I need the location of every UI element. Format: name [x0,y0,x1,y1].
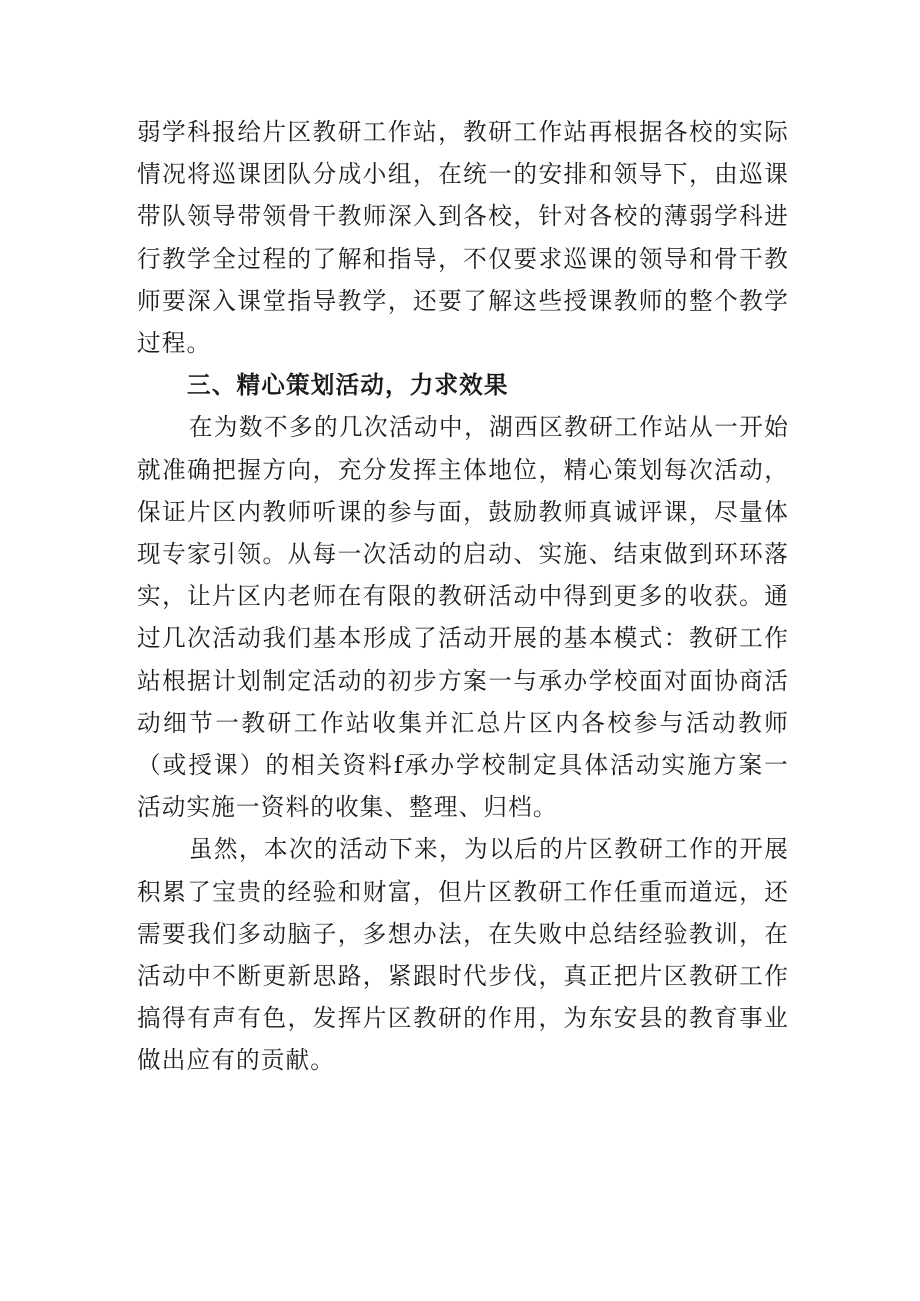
document-body [137,111,789,1082]
paragraph-continuation: 弱学科报给片区教研工作站，教研工作站再根据各校的实际情况将巡课团队分成小组，在统一的安排和领导下，由巡课带队领导带领骨干教师深入到各校，针对各校的薄弱学科进行教学全过程的了解和指导，不仅要求巡课的领导和骨干教师要深入课堂指导教学，还要了解这些授课教师的整个教学过程。 [137,118,789,358]
section-heading-3: 三、精心策划活动，力求效果 [187,371,509,400]
paragraph-conclusion: 虽然，本次的活动下来，为以后的片区教研工作的开展积累了宝贵的经验和财富，但片区教研工作任重而道远，还需要我们多动脑子，多想办法，在失败中总结经验教训，在活动中不断更新思路，紧跟时代步伐，真正把片区教研工作搞得有声有色，发挥片区教研的作用，为东安县的教育事业做出应有的贡献。 [137,835,789,1075]
paragraph-activity-planning: 在为数不多的几次活动中，湖西区教研工作站从一开始就准确把握方向，充分发挥主体地位，精心策划每次活动，保证片区内教师听课的参与面，鼓励教师真诚评课，尽量体现专家引领。从每一次活动的启动、实施、结束做到环环落实，让片区内老师在有限的教研活动中得到更多的收获。通过几次活动我们基本形成了活动开展的基本模式：教研工作站根据计划制定活动的初步方案一与承办学校面对面协商活动细节一教研工作站收集并汇总片区内各校参与活动教师（或授课）的相关资料f承办学校制定具体活动实施方案一活动实施一资料的收集、整理、归档。 [137,413,789,822]
